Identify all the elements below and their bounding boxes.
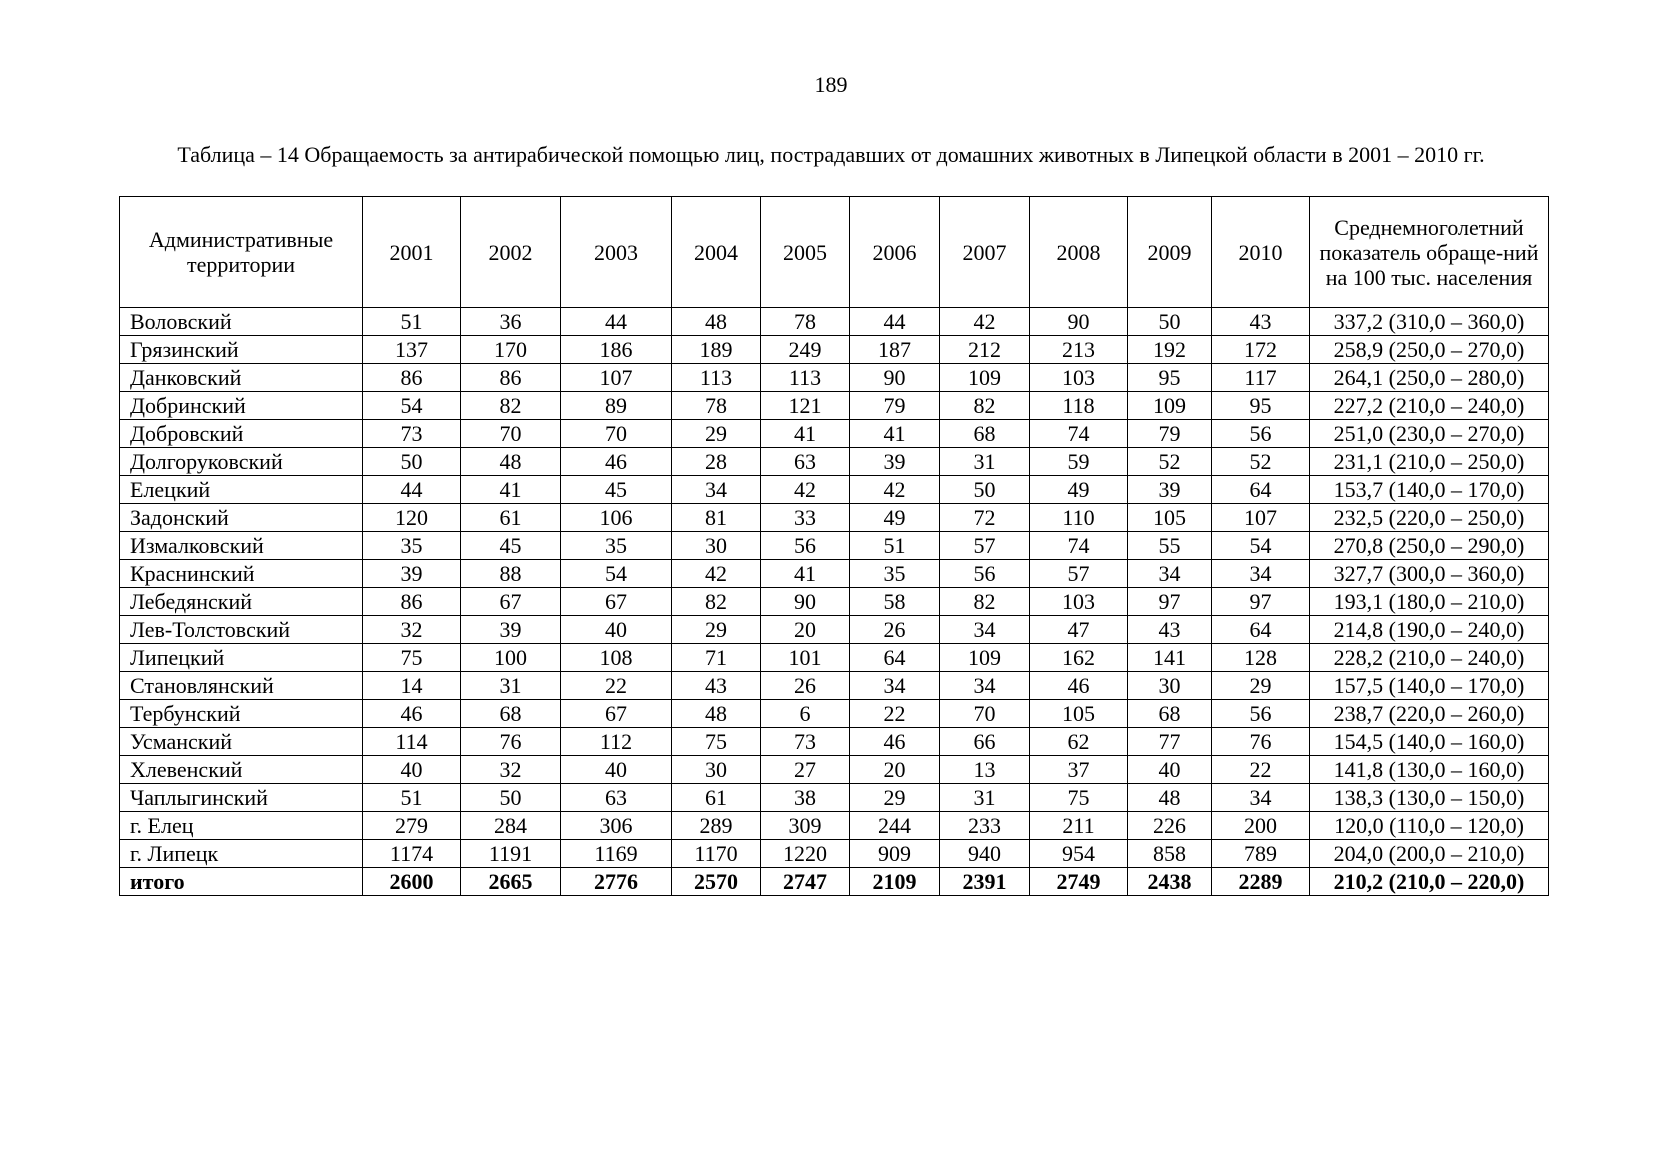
year-value-cell: 213 (1030, 336, 1128, 364)
year-value-cell: 44 (561, 308, 672, 336)
year-value-cell: 41 (850, 420, 940, 448)
year-value-cell: 67 (561, 588, 672, 616)
year-value-cell: 29 (672, 420, 761, 448)
year-value-cell: 78 (672, 392, 761, 420)
year-value-cell: 64 (1212, 616, 1310, 644)
table-row (120, 364, 1549, 392)
header-year: 2002 (461, 197, 561, 308)
year-value-cell: 56 (1212, 700, 1310, 728)
year-value-cell: 40 (561, 756, 672, 784)
territory-name-cell: Долгоруковский (120, 448, 363, 476)
year-value-cell: 95 (1128, 364, 1212, 392)
year-value-cell: 113 (672, 364, 761, 392)
year-value-cell: 57 (940, 532, 1030, 560)
year-value-cell: 32 (363, 616, 461, 644)
year-value-cell: 141 (1128, 644, 1212, 672)
table-row (120, 812, 1549, 840)
table-row (120, 448, 1549, 476)
year-value-cell: 50 (461, 784, 561, 812)
year-value-cell: 34 (1128, 560, 1212, 588)
year-value-cell: 137 (363, 336, 461, 364)
year-value-cell: 68 (1128, 700, 1212, 728)
year-value-cell: 76 (1212, 728, 1310, 756)
year-value-cell: 33 (761, 504, 850, 532)
header-year: 2008 (1030, 197, 1128, 308)
year-value-cell: 105 (1030, 700, 1128, 728)
year-value-cell: 309 (761, 812, 850, 840)
year-value-cell: 187 (850, 336, 940, 364)
year-value-cell: 70 (461, 420, 561, 448)
territory-name-cell: Липецкий (120, 644, 363, 672)
year-value-cell: 1191 (461, 840, 561, 868)
header-year: 2010 (1212, 197, 1310, 308)
average-rate-cell: 327,7 (300,0 – 360,0) (1310, 560, 1549, 588)
table-row (120, 308, 1549, 336)
year-value-cell: 64 (850, 644, 940, 672)
table-row (120, 476, 1549, 504)
year-value-cell: 112 (561, 728, 672, 756)
year-value-cell: 75 (363, 644, 461, 672)
year-value-cell: 110 (1030, 504, 1128, 532)
year-value-cell: 67 (561, 700, 672, 728)
territory-name-cell: Хлевенский (120, 756, 363, 784)
year-value-cell: 62 (1030, 728, 1128, 756)
year-value-cell: 70 (561, 420, 672, 448)
year-value-cell: 31 (940, 448, 1030, 476)
table-row (120, 700, 1549, 728)
year-value-cell: 46 (1030, 672, 1128, 700)
year-value-cell: 14 (363, 672, 461, 700)
year-value-cell: 59 (1030, 448, 1128, 476)
year-value-cell: 54 (561, 560, 672, 588)
territory-name-cell: г. Липецк (120, 840, 363, 868)
year-value-cell: 86 (363, 588, 461, 616)
year-value-cell: 48 (461, 448, 561, 476)
year-value-cell: 52 (1128, 448, 1212, 476)
year-value-cell: 20 (850, 756, 940, 784)
average-rate-cell: 141,8 (130,0 – 160,0) (1310, 756, 1549, 784)
year-value-cell: 2749 (1030, 868, 1128, 896)
year-value-cell: 38 (761, 784, 850, 812)
year-value-cell: 61 (672, 784, 761, 812)
average-rate-cell: 204,0 (200,0 – 210,0) (1310, 840, 1549, 868)
year-value-cell: 57 (1030, 560, 1128, 588)
year-value-cell: 2600 (363, 868, 461, 896)
territory-name-cell: Елецкий (120, 476, 363, 504)
year-value-cell: 2665 (461, 868, 561, 896)
year-value-cell: 45 (561, 476, 672, 504)
year-value-cell: 32 (461, 756, 561, 784)
year-value-cell: 170 (461, 336, 561, 364)
year-value-cell: 34 (940, 672, 1030, 700)
year-value-cell: 58 (850, 588, 940, 616)
year-value-cell: 789 (1212, 840, 1310, 868)
year-value-cell: 77 (1128, 728, 1212, 756)
year-value-cell: 56 (1212, 420, 1310, 448)
year-value-cell: 43 (672, 672, 761, 700)
year-value-cell: 47 (1030, 616, 1128, 644)
year-value-cell: 36 (461, 308, 561, 336)
year-value-cell: 51 (363, 308, 461, 336)
average-rate-cell: 210,2 (210,0 – 220,0) (1310, 868, 1549, 896)
year-value-cell: 2289 (1212, 868, 1310, 896)
table-row (120, 560, 1549, 588)
year-value-cell: 186 (561, 336, 672, 364)
average-rate-cell: 153,7 (140,0 – 170,0) (1310, 476, 1549, 504)
year-value-cell: 2776 (561, 868, 672, 896)
header-year: 2004 (672, 197, 761, 308)
territory-name-cell: Чаплыгинский (120, 784, 363, 812)
year-value-cell: 105 (1128, 504, 1212, 532)
year-value-cell: 29 (850, 784, 940, 812)
year-value-cell: 39 (1128, 476, 1212, 504)
table-total-row (120, 868, 1549, 896)
year-value-cell: 226 (1128, 812, 1212, 840)
year-value-cell: 117 (1212, 364, 1310, 392)
year-value-cell: 41 (461, 476, 561, 504)
table-header-row (120, 197, 1549, 308)
year-value-cell: 67 (461, 588, 561, 616)
year-value-cell: 61 (461, 504, 561, 532)
territory-name-cell: Усманский (120, 728, 363, 756)
year-value-cell: 1170 (672, 840, 761, 868)
year-value-cell: 73 (363, 420, 461, 448)
year-value-cell: 42 (850, 476, 940, 504)
year-value-cell: 2109 (850, 868, 940, 896)
year-value-cell: 211 (1030, 812, 1128, 840)
territory-name-cell: Становлянский (120, 672, 363, 700)
territory-name-cell: Тербунский (120, 700, 363, 728)
year-value-cell: 26 (761, 672, 850, 700)
average-rate-cell: 238,7 (220,0 – 260,0) (1310, 700, 1549, 728)
header-territories: Административные территории (120, 197, 363, 308)
year-value-cell: 76 (461, 728, 561, 756)
year-value-cell: 82 (940, 392, 1030, 420)
year-value-cell: 55 (1128, 532, 1212, 560)
year-value-cell: 162 (1030, 644, 1128, 672)
year-value-cell: 108 (561, 644, 672, 672)
year-value-cell: 909 (850, 840, 940, 868)
average-rate-cell: 231,1 (210,0 – 250,0) (1310, 448, 1549, 476)
year-value-cell: 244 (850, 812, 940, 840)
year-value-cell: 97 (1212, 588, 1310, 616)
year-value-cell: 31 (461, 672, 561, 700)
year-value-cell: 41 (761, 560, 850, 588)
year-value-cell: 107 (1212, 504, 1310, 532)
year-value-cell: 56 (940, 560, 1030, 588)
year-value-cell: 56 (761, 532, 850, 560)
year-value-cell: 284 (461, 812, 561, 840)
territory-name-cell: Добринский (120, 392, 363, 420)
year-value-cell: 90 (761, 588, 850, 616)
year-value-cell: 81 (672, 504, 761, 532)
year-value-cell: 82 (672, 588, 761, 616)
header-year: 2009 (1128, 197, 1212, 308)
year-value-cell: 49 (1030, 476, 1128, 504)
year-value-cell: 22 (561, 672, 672, 700)
year-value-cell: 68 (940, 420, 1030, 448)
year-value-cell: 20 (761, 616, 850, 644)
header-year: 2001 (363, 197, 461, 308)
table-row (120, 756, 1549, 784)
year-value-cell: 34 (1212, 784, 1310, 812)
year-value-cell: 51 (850, 532, 940, 560)
table-row (120, 532, 1549, 560)
year-value-cell: 54 (1212, 532, 1310, 560)
year-value-cell: 50 (940, 476, 1030, 504)
territory-name-cell: г. Елец (120, 812, 363, 840)
year-value-cell: 107 (561, 364, 672, 392)
average-rate-cell: 232,5 (220,0 – 250,0) (1310, 504, 1549, 532)
year-value-cell: 88 (461, 560, 561, 588)
year-value-cell: 114 (363, 728, 461, 756)
year-value-cell: 48 (672, 308, 761, 336)
year-value-cell: 95 (1212, 392, 1310, 420)
year-value-cell: 66 (940, 728, 1030, 756)
year-value-cell: 34 (940, 616, 1030, 644)
average-rate-cell: 258,9 (250,0 – 270,0) (1310, 336, 1549, 364)
year-value-cell: 74 (1030, 420, 1128, 448)
year-value-cell: 22 (1212, 756, 1310, 784)
year-value-cell: 35 (561, 532, 672, 560)
year-value-cell: 30 (672, 756, 761, 784)
year-value-cell: 49 (850, 504, 940, 532)
average-rate-cell: 270,8 (250,0 – 290,0) (1310, 532, 1549, 560)
year-value-cell: 1174 (363, 840, 461, 868)
territory-name-cell: итого (120, 868, 363, 896)
year-value-cell: 40 (363, 756, 461, 784)
table-row (120, 784, 1549, 812)
year-value-cell: 306 (561, 812, 672, 840)
territory-name-cell: Воловский (120, 308, 363, 336)
year-value-cell: 82 (461, 392, 561, 420)
table-row (120, 504, 1549, 532)
year-value-cell: 51 (363, 784, 461, 812)
year-value-cell: 71 (672, 644, 761, 672)
year-value-cell: 79 (850, 392, 940, 420)
year-value-cell: 72 (940, 504, 1030, 532)
year-value-cell: 54 (363, 392, 461, 420)
year-value-cell: 35 (363, 532, 461, 560)
year-value-cell: 43 (1212, 308, 1310, 336)
year-value-cell: 29 (672, 616, 761, 644)
year-value-cell: 90 (850, 364, 940, 392)
year-value-cell: 31 (940, 784, 1030, 812)
year-value-cell: 86 (363, 364, 461, 392)
year-value-cell: 75 (672, 728, 761, 756)
year-value-cell: 75 (1030, 784, 1128, 812)
year-value-cell: 172 (1212, 336, 1310, 364)
year-value-cell: 42 (672, 560, 761, 588)
year-value-cell: 44 (363, 476, 461, 504)
table-row (120, 336, 1549, 364)
territory-name-cell: Лев-Толстовский (120, 616, 363, 644)
average-rate-cell: 264,1 (250,0 – 280,0) (1310, 364, 1549, 392)
year-value-cell: 1169 (561, 840, 672, 868)
header-year: 2003 (561, 197, 672, 308)
year-value-cell: 118 (1030, 392, 1128, 420)
year-value-cell: 22 (850, 700, 940, 728)
year-value-cell: 120 (363, 504, 461, 532)
year-value-cell: 34 (1212, 560, 1310, 588)
year-value-cell: 39 (850, 448, 940, 476)
average-rate-cell: 251,0 (230,0 – 270,0) (1310, 420, 1549, 448)
year-value-cell: 52 (1212, 448, 1310, 476)
territory-name-cell: Задонский (120, 504, 363, 532)
average-rate-cell: 120,0 (110,0 – 120,0) (1310, 812, 1549, 840)
table-row (120, 644, 1549, 672)
year-value-cell: 113 (761, 364, 850, 392)
territory-name-cell: Данковский (120, 364, 363, 392)
year-value-cell: 45 (461, 532, 561, 560)
average-rate-cell: 337,2 (310,0 – 360,0) (1310, 308, 1549, 336)
year-value-cell: 50 (1128, 308, 1212, 336)
year-value-cell: 128 (1212, 644, 1310, 672)
table-row (120, 728, 1549, 756)
year-value-cell: 1220 (761, 840, 850, 868)
year-value-cell: 97 (1128, 588, 1212, 616)
average-rate-cell: 214,8 (190,0 – 240,0) (1310, 616, 1549, 644)
year-value-cell: 46 (850, 728, 940, 756)
year-value-cell: 34 (672, 476, 761, 504)
year-value-cell: 27 (761, 756, 850, 784)
page-number: 189 (814, 72, 848, 97)
year-value-cell: 46 (561, 448, 672, 476)
table-row (120, 420, 1549, 448)
table-caption: Таблица – 14 Обращаемость за антирабической помощью лиц, пострадавших от домашних животных в Липецкой области в 2001 – 2010 гг. (177, 142, 1485, 167)
year-value-cell: 30 (1128, 672, 1212, 700)
year-value-cell: 2570 (672, 868, 761, 896)
year-value-cell: 103 (1030, 588, 1128, 616)
year-value-cell: 78 (761, 308, 850, 336)
year-value-cell: 279 (363, 812, 461, 840)
year-value-cell: 30 (672, 532, 761, 560)
year-value-cell: 46 (363, 700, 461, 728)
year-value-cell: 50 (363, 448, 461, 476)
year-value-cell: 858 (1128, 840, 1212, 868)
year-value-cell: 289 (672, 812, 761, 840)
year-value-cell: 2391 (940, 868, 1030, 896)
year-value-cell: 64 (1212, 476, 1310, 504)
year-value-cell: 42 (761, 476, 850, 504)
year-value-cell: 103 (1030, 364, 1128, 392)
table-row (120, 616, 1549, 644)
year-value-cell: 2438 (1128, 868, 1212, 896)
year-value-cell: 189 (672, 336, 761, 364)
territory-name-cell: Лебедянский (120, 588, 363, 616)
year-value-cell: 13 (940, 756, 1030, 784)
year-value-cell: 212 (940, 336, 1030, 364)
year-value-cell: 34 (850, 672, 940, 700)
year-value-cell: 73 (761, 728, 850, 756)
year-value-cell: 106 (561, 504, 672, 532)
year-value-cell: 6 (761, 700, 850, 728)
year-value-cell: 44 (850, 308, 940, 336)
table-row (120, 840, 1549, 868)
year-value-cell: 37 (1030, 756, 1128, 784)
year-value-cell: 42 (940, 308, 1030, 336)
year-value-cell: 954 (1030, 840, 1128, 868)
year-value-cell: 68 (461, 700, 561, 728)
data-table (119, 196, 1549, 896)
header-average-rate: Среднемноголетний показатель обраще-ний на 100 тыс. населения (1310, 197, 1549, 308)
year-value-cell: 74 (1030, 532, 1128, 560)
year-value-cell: 2747 (761, 868, 850, 896)
year-value-cell: 101 (761, 644, 850, 672)
year-value-cell: 86 (461, 364, 561, 392)
year-value-cell: 233 (940, 812, 1030, 840)
year-value-cell: 48 (672, 700, 761, 728)
year-value-cell: 249 (761, 336, 850, 364)
year-value-cell: 89 (561, 392, 672, 420)
year-value-cell: 109 (940, 364, 1030, 392)
year-value-cell: 109 (1128, 392, 1212, 420)
year-value-cell: 26 (850, 616, 940, 644)
year-value-cell: 100 (461, 644, 561, 672)
average-rate-cell: 157,5 (140,0 – 170,0) (1310, 672, 1549, 700)
year-value-cell: 63 (761, 448, 850, 476)
year-value-cell: 39 (363, 560, 461, 588)
header-year: 2006 (850, 197, 940, 308)
year-value-cell: 940 (940, 840, 1030, 868)
average-rate-cell: 193,1 (180,0 – 210,0) (1310, 588, 1549, 616)
year-value-cell: 48 (1128, 784, 1212, 812)
year-value-cell: 41 (761, 420, 850, 448)
year-value-cell: 121 (761, 392, 850, 420)
year-value-cell: 40 (561, 616, 672, 644)
year-value-cell: 43 (1128, 616, 1212, 644)
average-rate-cell: 227,2 (210,0 – 240,0) (1310, 392, 1549, 420)
year-value-cell: 28 (672, 448, 761, 476)
year-value-cell: 63 (561, 784, 672, 812)
year-value-cell: 109 (940, 644, 1030, 672)
year-value-cell: 82 (940, 588, 1030, 616)
year-value-cell: 200 (1212, 812, 1310, 840)
year-value-cell: 29 (1212, 672, 1310, 700)
header-year: 2005 (761, 197, 850, 308)
average-rate-cell: 138,3 (130,0 – 150,0) (1310, 784, 1549, 812)
table-row (120, 588, 1549, 616)
year-value-cell: 90 (1030, 308, 1128, 336)
year-value-cell: 79 (1128, 420, 1212, 448)
year-value-cell: 39 (461, 616, 561, 644)
territory-name-cell: Добровский (120, 420, 363, 448)
header-year: 2007 (940, 197, 1030, 308)
territory-name-cell: Грязинский (120, 336, 363, 364)
year-value-cell: 35 (850, 560, 940, 588)
territory-name-cell: Измалковский (120, 532, 363, 560)
average-rate-cell: 228,2 (210,0 – 240,0) (1310, 644, 1549, 672)
average-rate-cell: 154,5 (140,0 – 160,0) (1310, 728, 1549, 756)
territory-name-cell: Краснинский (120, 560, 363, 588)
year-value-cell: 70 (940, 700, 1030, 728)
table-row (120, 392, 1549, 420)
year-value-cell: 40 (1128, 756, 1212, 784)
year-value-cell: 192 (1128, 336, 1212, 364)
table-row (120, 672, 1549, 700)
